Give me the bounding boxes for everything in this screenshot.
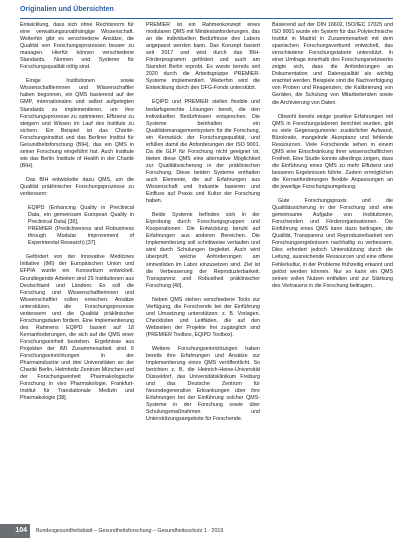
body-paragraph: PREMIER ist ein Rahmenkonzept eines modularen QMS mit Mindestanforderungen, das an die individuellen Bedürfnisse des Labors angepasst werden kann. Das Konzept basiert seit 2017 und wird durch das BIH-Förderprogramm gefördert und auch am Standort Berlin erprobt. Es wurde bereits seit 2020 durch die Arbeitsgruppe PREMIER-Systeme implementiert. Weiterhin wird die Entwicklung durch den DFG-Fonds unterstützt. — [146, 22, 260, 92]
bullet-list — [20, 205, 134, 247]
text-column-3 — [272, 22, 393, 515]
bullet-item: • PREMIER (Predictiveness and Robustness through Modular Improvement of Experimental Research) [37]. — [28, 226, 134, 247]
body-paragraph: Gefördert von der Innovative Medicines Initiative (IMI) der Europäischen Union und EFPIA wurde ein Konsortium entwickelt. Grundlegende Arbeiten sind 29 Institutionen aus Deutschland und Ländern. Es soll die Forschung und Wissenschaftlerinnen und Wissenschaftler sollen erreichen. Ansätze unterstützen, die Forschungsprozesse verbessern und die Qualität präklinischer Forschungsdaten fördern. Eine Implementierung des Rahmens EQIPD basiert auf 18 Kernanforderungen, die sich auf die QMS einer Forschungseinheit beziehen. Ergebnisse aus Projekten der IMI Zusammenarbeit sind 6 Forschungseinrichtungen in der Pharmaindustrie und drei Universitäten an der Charité Berlin, Helmholtz Zentrum München und der Forschungseinheit Pharmakologische Forschung in vivo Pharmakologie, Frankfurt-Institut für Translationale Medizin und Pharmakologie [38]. — [20, 254, 134, 402]
page-footer — [0, 524, 413, 538]
body-paragraph: Basierend auf der DIN 16602, ISO/IEC 17025 und ISO 9001 wurde ein System für das Polytechnische Institut in Madrid in Zusammenarbeit mit dem spanischen Forschungsverbund entwickelt, das verschiedene Forschungslabore unterstützt. In einer Umfrage innerhalb des Forschungsnetzwerks zeigte sich, dass die Anforderungen an Dokumentation und Datenqualität als wichtig erachtet werden. Beispiele sind die Nachverfolgung von Proben und Reagenzien, die Kalibrierung von Geräten, die Schulung von Mitarbeitenden sowie die Archivierung von Daten. — [272, 22, 393, 106]
text-column-1 — [20, 22, 134, 515]
journal-citation: Bundesgesundheitsblatt – Gesundheitsforschung – Gesundheitsschutz 1 · 2019 — [36, 528, 224, 534]
body-paragraph: Entwicklung, dass sich ohne Rechtsnorm für eine verwaltungsunabhängige Wissenschaft. Weiterhin gibt es verschiedene Ansätze, die Qualität von Forschungsprozessen besser zu managen. Hierfür können verschiedene Standards, Normen und Systeme für Forschungsqualität nötig sind. — [20, 22, 134, 71]
page-number: 104 — [0, 524, 30, 538]
bullet-item: • EQIPD (Enhancing Quality in Preclinical Data, ein gemeinsam European Quality in Preclinical Data) [36], — [28, 205, 134, 226]
body-paragraph: EQIPD und PREMIER stellen flexible und bedarfsgerechte Lösungen bereit, die den individuellen Bedürfnissen entsprechen. Die Systeme beinhalten ein Qualitätsmanagementsystem für die Forschung, ein Kernstück der Forschungsqualität, und erfüllen damit die Anforderungen der ISO 9001. Da die GLP für Forschung nicht geeignet ist, bieten diese QMS eine alternative Möglichkeit zur Qualitätssicherung in der präklinischen Forschung. Diese beiden Systeme enthalten auch Elemente, die auf Erfahrungen aus Wissenschaft und Industrie basieren und Einfluss auf Praxis und Kultur der Forschung haben. — [146, 99, 260, 205]
body-paragraph: Obwohl bereits einige positive Erfahrungen mit QMS in Forschungslaboren berichtet wurden, gibt es viele Gegenargumente: zusätzlicher Aufwand, Bürokratie, mangelnde Akzeptanz und fehlende Ressourcen. Viele Forschende sehen in einem QMS eine Einschränkung ihrer wissenschaftlichen Freiheit. Eine Studie konnte allerdings zeigen, dass die Einführung eines QMS zu mehr Effizienz und besseren Ergebnissen führte. Zudem ermöglichen die Kernanforderungen flexible Anpassungen an die jeweilige Forschungsumgebung. — [272, 113, 393, 191]
body-paragraph: Gute Forschungspraxis und die Qualitätssicherung in der Forschung sind eine gemeinsame Aufgabe von Institutionen, Forschenden und Förderorganisationen. Die Einführung eines QMS kann dazu beitragen, die Qualität, Transparenz und Reproduzierbarkeit von Forschungsergebnissen nachhaltig zu verbessern. Dies erfordert jedoch Unterstützung durch die Leitung, ausreichende Ressourcen und eine offene Fehlerkultur, in der Probleme frühzeitig erkannt und gelöst werden können. Nur so kann ein QMS seinen vollen Nutzen entfalten und zur Stärkung des Vertrauens in die Forschung beitragen. — [272, 198, 393, 289]
body-paragraph: Neben QMS stehen verschiedene Tools zur Verfügung, die Forschende bei der Einführung und Umsetzung unterstützen: z. B. Vorlagen, Checklisten und Leitfäden, die auf den Webseiten der Projekte frei zugänglich sind (PREMIER Toolbox, EQIPD Toolbox). — [146, 296, 260, 338]
text-column-2 — [146, 22, 260, 515]
section-divider — [20, 18, 393, 19]
body-paragraph: Einige Institutionen sowie Wissenschaftlerinnen und Wissenschaftler haben begonnen, ein QMS basierend auf der GMP, internationalen und selbst aufgelegten Standards zu implementieren, um ihre Forschungsprozesse zu optimieren, Effizienz zu steigern und Wissen im Lauf des Instituts zu sichern. Ein Beispiel ist das Charité-Forschungsinstitut und das Berliner Institut für Gesundheitsforschung (BIH), das ein QMS in seiner Forschung eingeführt hat. Auch Institute wie das Berlin Institute of Health in der Charité (BIH). — [20, 78, 134, 169]
body-paragraph: Weitere Forschungseinrichtungen haben bereits ihre Erfahrungen und Ansätze zur Implementierung eines QMS veröffentlicht. So berichten z. B. die Heinrich-Heine-Universität Düsseldorf, das Universitätsklinikum Freiburg und das Deutsche Zentrum für Neurodegenerative Erkrankungen über ihre Erfahrungen bei der Einführung solcher QMS-Systeme in der Forschung sowie über Schulungsmaßnahmen und Unterstützungsangebote für Forschende. — [146, 345, 260, 423]
body-paragraph: Das BIH entwickelte dazu QMS, um die Qualität präklinischer Forschungsprozesse zu verbessern: — [20, 176, 134, 198]
body-paragraph: Beide Systeme befinden sich in der Erprobung durch Forschungsgruppen und Kooperationen. Die Entwicklung beruht auf Erfahrungen aus anderen Bereichen. Die Implementierung soll schrittweise verlaufen und wird durch Schulungen begleitet. Auch wird überprüft, welche Anforderungen am sinnvollsten im Labor einzusetzen sind. Ziel ist die Verbesserung der Reproduzierbarkeit, Transparenz und Robustheit präklinischer Forschung [40]. — [146, 212, 260, 289]
section-heading: Originalien und Übersichten — [20, 6, 114, 13]
